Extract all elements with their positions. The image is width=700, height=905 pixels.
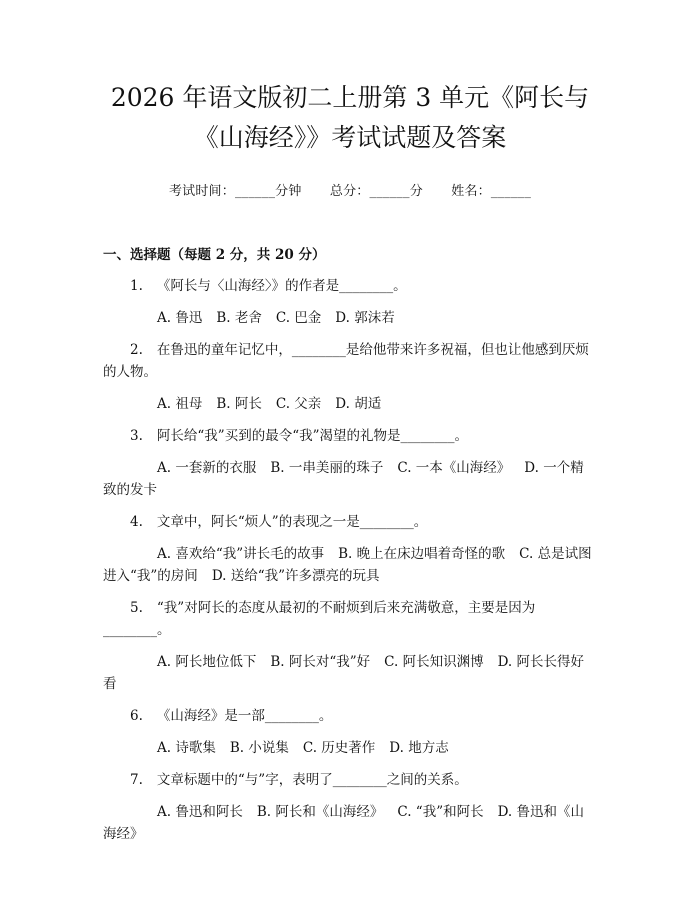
title-line-2: 《山海经》》考试试题及答案	[193, 123, 507, 152]
option: D. 阿长长得好看	[103, 654, 585, 692]
option: A. 诗歌集	[157, 740, 216, 756]
student-name: 姓名：______	[451, 184, 532, 199]
exam-time: 考试时间：______分钟	[168, 184, 302, 199]
question-7	[103, 769, 597, 791]
exam-info	[103, 180, 597, 199]
option: B. 老舍	[216, 310, 262, 326]
exam-title	[103, 78, 597, 158]
question-5	[103, 597, 597, 641]
option: C. 巴金	[275, 310, 322, 326]
question-6	[103, 705, 597, 727]
section-heading: 一、选择题（每题 2 分，共 20 分）	[103, 247, 326, 263]
option: C. 一本《山海经》	[397, 460, 511, 476]
question-number: 6.	[130, 708, 143, 724]
options-6	[103, 737, 597, 759]
question-number: 4.	[130, 514, 143, 530]
question-text: 文章中，阿长“烦人”的表现之一是________。	[156, 514, 428, 530]
option: B. 小说集	[229, 740, 289, 756]
option: C. 总是试图进入“我”的房间	[103, 546, 592, 584]
question-number: 1.	[130, 278, 143, 294]
option: A. 鲁迅	[157, 310, 203, 326]
option: A. 一套新的衣服	[157, 460, 257, 476]
question-text: 《阿长与〈山海经〉》的作者是________。	[156, 278, 407, 294]
question-number: 7.	[130, 772, 143, 788]
option: C. 阿长知识渊博	[384, 654, 484, 670]
question-text: “我”对阿长的态度从最初的不耐烦到后来充满敬意，主要是因为________。	[103, 600, 536, 638]
question-1	[103, 275, 597, 297]
options-1	[103, 307, 597, 329]
options-2	[103, 393, 597, 415]
option: C. “我”和阿长	[397, 804, 484, 820]
option: A. 鲁迅和阿长	[157, 804, 243, 820]
option: D. 郭沫若	[335, 310, 395, 326]
question-number: 5.	[130, 600, 143, 616]
options-7	[103, 801, 597, 845]
option: D. 送给“我”许多漂亮的玩具	[211, 568, 380, 584]
option: B. 晚上在床边唱着奇怪的歌	[338, 546, 506, 562]
option: D. 胡适	[335, 396, 382, 412]
question-number: 2.	[130, 342, 143, 358]
option: A. 阿长地位低下	[157, 654, 257, 670]
option: B. 阿长和《山海经》	[256, 804, 384, 820]
question-3	[103, 425, 597, 447]
question-text: 在鲁迅的童年记忆中，________是给他带来许多祝福，但也让他感到厌烦的人物。	[103, 342, 589, 380]
option: A. 祖母	[157, 396, 203, 412]
question-text: 阿长给“我”买到的最令“我”渴望的礼物是________。	[156, 428, 468, 444]
options-5	[103, 651, 597, 695]
exam-score: 总分：______分	[329, 184, 423, 199]
option: B. 一串美丽的珠子	[270, 460, 384, 476]
question-number: 3.	[130, 428, 143, 444]
question-text: 《山海经》是一部________。	[156, 708, 333, 724]
option: D. 一个精致的发卡	[103, 460, 584, 498]
options-3	[103, 457, 597, 501]
question-4	[103, 511, 597, 533]
question-text: 文章标题中的“与”字，表明了________之间的关系。	[156, 772, 468, 788]
title-line-1: 2026 年语文版初二上册第 3 单元《阿长与	[110, 83, 590, 112]
option: B. 阿长	[216, 396, 262, 412]
option: C. 历史著作	[302, 740, 376, 756]
options-4	[103, 543, 597, 587]
question-2	[103, 339, 597, 383]
question-list	[103, 275, 597, 845]
option: B. 阿长对“我”好	[270, 654, 371, 670]
option: D. 地方志	[389, 740, 449, 756]
option: C. 父亲	[275, 396, 322, 412]
option: D. 鲁迅和《山海经》	[103, 804, 585, 842]
option: A. 喜欢给“我”讲长毛的故事	[157, 546, 325, 562]
